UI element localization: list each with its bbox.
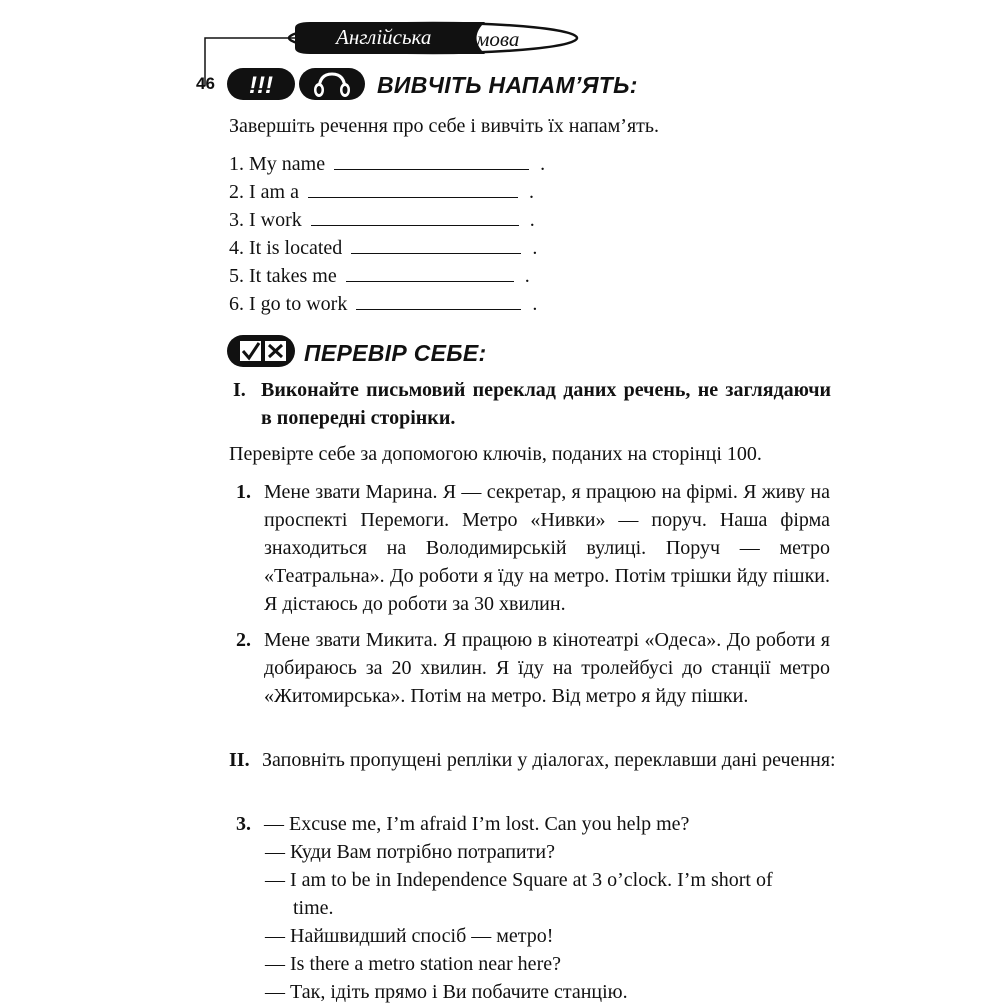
- page-number: 46: [196, 74, 215, 93]
- answer-blank[interactable]: [334, 151, 529, 170]
- item-text: Мене звати Микита. Я працюю в кінотеатрі «Одеса». До роботи я добираюсь за 20 хвилин. Я їду на тролейбусі до станції метро «Житомирська». Потім на метро. Від метро я йду пішки.: [264, 629, 830, 707]
- sentence-row: [229, 150, 545, 178]
- sentence-label: 6. I go to work: [229, 293, 348, 315]
- check-heading: ПЕРЕВІР СЕБЕ:: [304, 340, 487, 366]
- check-note: Перевірте себе за допомогою ключів, поданих на сторінці 100.: [229, 443, 762, 465]
- item-number: 1.: [236, 481, 251, 503]
- dialog-line: — Так, ідіть прямо і Ви побачите станцію.: [265, 981, 628, 1003]
- dialog-line: — Найшвидший спосіб — метро!: [265, 925, 554, 947]
- answer-blank[interactable]: [311, 207, 519, 226]
- check-cross-icon: [227, 334, 297, 368]
- task-2: [229, 746, 836, 774]
- sentence-label: 2. I am a: [229, 181, 299, 203]
- answer-blank[interactable]: [351, 235, 521, 254]
- answer-blank[interactable]: [356, 291, 521, 310]
- answer-blank[interactable]: [346, 263, 514, 282]
- item-number: 2.: [236, 629, 251, 651]
- sentence-end: .: [528, 181, 534, 203]
- dialog: [236, 810, 802, 1006]
- sentence-row: [229, 290, 537, 318]
- sentence-row: [229, 206, 535, 234]
- task-text: Заповніть пропущені репліки у діалогах, переклавши дані речення:: [262, 749, 836, 771]
- sentence-row: [229, 262, 530, 290]
- sentence-end: .: [540, 153, 546, 175]
- dialog-line: — Is there a metro station near here?: [265, 953, 561, 975]
- sentence-end: .: [529, 209, 535, 231]
- headphones-icon: [299, 68, 365, 100]
- memo-instruction: Завершіть речення про себе і вивчіть їх напам’ять.: [229, 115, 660, 137]
- sentence-label: 5. It takes me: [229, 265, 337, 287]
- subject-title-part1: Англійська: [336, 25, 432, 49]
- translation-item: [236, 626, 830, 710]
- task-1: [233, 376, 831, 432]
- task-text: Виконайте письмовий переклад даних речень, не заглядаючи в попередні сторінки.: [261, 379, 831, 429]
- translation-item: [236, 478, 830, 618]
- dialog-line-text: — Excuse me, I’m afraid I’m lost. Can you help me?: [264, 813, 690, 835]
- dialog-line: [236, 810, 802, 838]
- sentence-label: 4. It is located: [229, 237, 343, 259]
- task-roman-number: I.: [233, 379, 246, 401]
- sentence-label: 1. My name: [229, 153, 326, 175]
- sentence-end: .: [524, 265, 530, 287]
- dialog-block: [236, 810, 802, 1006]
- dialog-line: — I am to be in Independence Square at 3 o’clock. I’m short of time.: [265, 869, 773, 919]
- answer-blank[interactable]: [308, 179, 518, 198]
- dialog-line: — Куди Вам потрібно потрапити?: [265, 841, 555, 863]
- dialog-number: 3.: [236, 813, 251, 835]
- sentence-end: .: [532, 293, 538, 315]
- memo-heading: ВИВЧІТЬ НАПАМ’ЯТЬ:: [377, 72, 638, 98]
- sentence-row: [229, 234, 537, 262]
- item-text: Мене звати Марина. Я — секретар, я працюю на фірмі. Я живу на проспекті Перемоги. Метро «Нивки» — поруч. Наша фірма знаходиться на Володимирській вулиці. Поруч — метро «Театральна». До роботи я їду на метро. Потім трішки йду пішки. Я дістаюсь до роботи за 30 хвилин.: [264, 481, 830, 615]
- sentence-end: .: [532, 237, 538, 259]
- exclamation-badge: !!!: [249, 72, 273, 99]
- sentence-row: [229, 178, 534, 206]
- memo-badges: [227, 66, 367, 102]
- task-roman-number: II.: [229, 749, 250, 771]
- sentence-label: 3. I work: [229, 209, 302, 231]
- subject-title-part2: мова: [476, 27, 520, 51]
